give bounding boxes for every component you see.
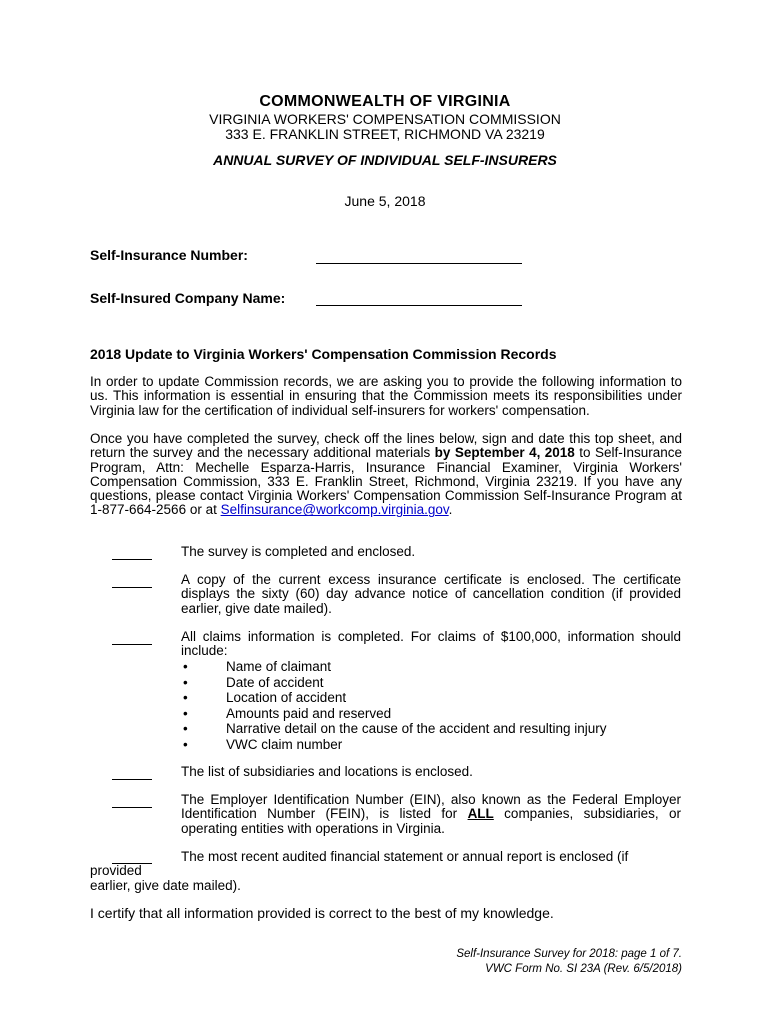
instructions-paragraph <box>90 432 682 518</box>
commonwealth-heading: COMMONWEALTH OF VIRGINIA <box>259 93 511 110</box>
ein-text-a: The Employer Identification Number (EIN), also known as the Federal Employer Identification Number (FEIN), is listed for <box>181 792 681 822</box>
instructions-text-a: Once you have completed the survey, check off the lines below, sign and date this top sheet, and return the survey and the necessary additional materials <box>90 431 682 461</box>
instructions-text-end: . <box>448 502 453 518</box>
list-item: • Amounts paid and reserved <box>181 706 606 722</box>
financials-text-rest: earlier, give date mailed). <box>90 877 241 893</box>
footer-form-number: VWC Form No. SI 23A (Rev. 6/5/2018) <box>485 963 682 975</box>
section-heading: 2018 Update to Virginia Workers' Compensation Commission Records <box>90 346 557 362</box>
ein-text-b: companies, subsidiaries, or operating entities with operations in Virginia. <box>181 806 681 836</box>
checklist-item-ein <box>181 793 681 836</box>
intro-paragraph: In order to update Commission records, we are asking you to provide the following information to us. This information is essential in ensuring that the Commission meets its responsibilities under Virginia law for the certification of individual self-insurers for workers' compensation. <box>90 374 682 418</box>
certification-statement: I certify that all information provided is correct to the best of my knowledge. <box>90 905 554 921</box>
email-link[interactable]: Selfinsurance@workcomp.virginia.gov <box>220 502 449 518</box>
checklist-item-subsidiaries: The list of subsidiaries and locations is enclosed. <box>181 764 473 779</box>
check-line-certificate[interactable] <box>112 586 152 588</box>
commission-address: 333 E. FRANKLIN STREET, RICHMOND VA 23219 <box>225 126 545 142</box>
ein-all-text: ALL <box>467 806 494 822</box>
footer-page-info: Self-Insurance Survey for 2018: page 1 of 7. <box>456 948 682 960</box>
company-name-field[interactable] <box>316 304 522 306</box>
list-item: • Name of claimant <box>181 659 606 675</box>
commission-name: VIRGINIA WORKERS' COMPENSATION COMMISSION <box>209 111 561 127</box>
checklist-item-claims: All claims information is completed. For claims of $100,000, information should include: <box>181 629 681 659</box>
check-line-survey[interactable] <box>112 558 152 560</box>
survey-title: ANNUAL SURVEY OF INDIVIDUAL SELF-INSURERS <box>213 152 557 168</box>
claims-bullet-list <box>181 659 606 753</box>
list-item: • Narrative detail on the cause of the accident and resulting injury <box>181 721 606 737</box>
list-item: • Date of accident <box>181 675 606 691</box>
check-line-subsidiaries[interactable] <box>112 778 152 780</box>
list-item: • VWC claim number <box>181 737 606 753</box>
checklist-item-certificate: A copy of the current excess insurance certificate is enclosed. The certificate displays the sixty (60) day advance notice of cancellation condition (if provided earlier, give date mailed). <box>181 572 681 616</box>
check-line-claims[interactable] <box>112 643 152 645</box>
company-name-label: Self-Insured Company Name: <box>90 290 286 306</box>
list-item: • Location of accident <box>181 690 606 706</box>
deadline-text: by September 4, 2018 <box>434 445 575 461</box>
checklist-item-financials <box>90 850 682 893</box>
survey-date: June 5, 2018 <box>344 193 426 209</box>
self-insurance-number-label: Self-Insurance Number: <box>90 247 248 263</box>
self-insurance-number-field[interactable] <box>316 262 522 264</box>
instructions-text-b: to Self-Insurance Program, Attn: Mechelle Esparza-Harris, Insurance Financial Examiner, Virginia Workers' Compensation Commission, 333 E. Franklin Street, Richmond, Virginia 23219. If you have any questions, please contact Virginia Workers' Compensation Commission Self-Insurance Program at 1-877-664-2566 or at <box>90 445 682 518</box>
checklist-item-survey: The survey is completed and enclosed. <box>181 544 416 559</box>
financials-text-lead: The most recent audited financial statement or annual report is enclosed (if provided <box>90 849 629 879</box>
check-line-ein[interactable] <box>112 806 152 808</box>
